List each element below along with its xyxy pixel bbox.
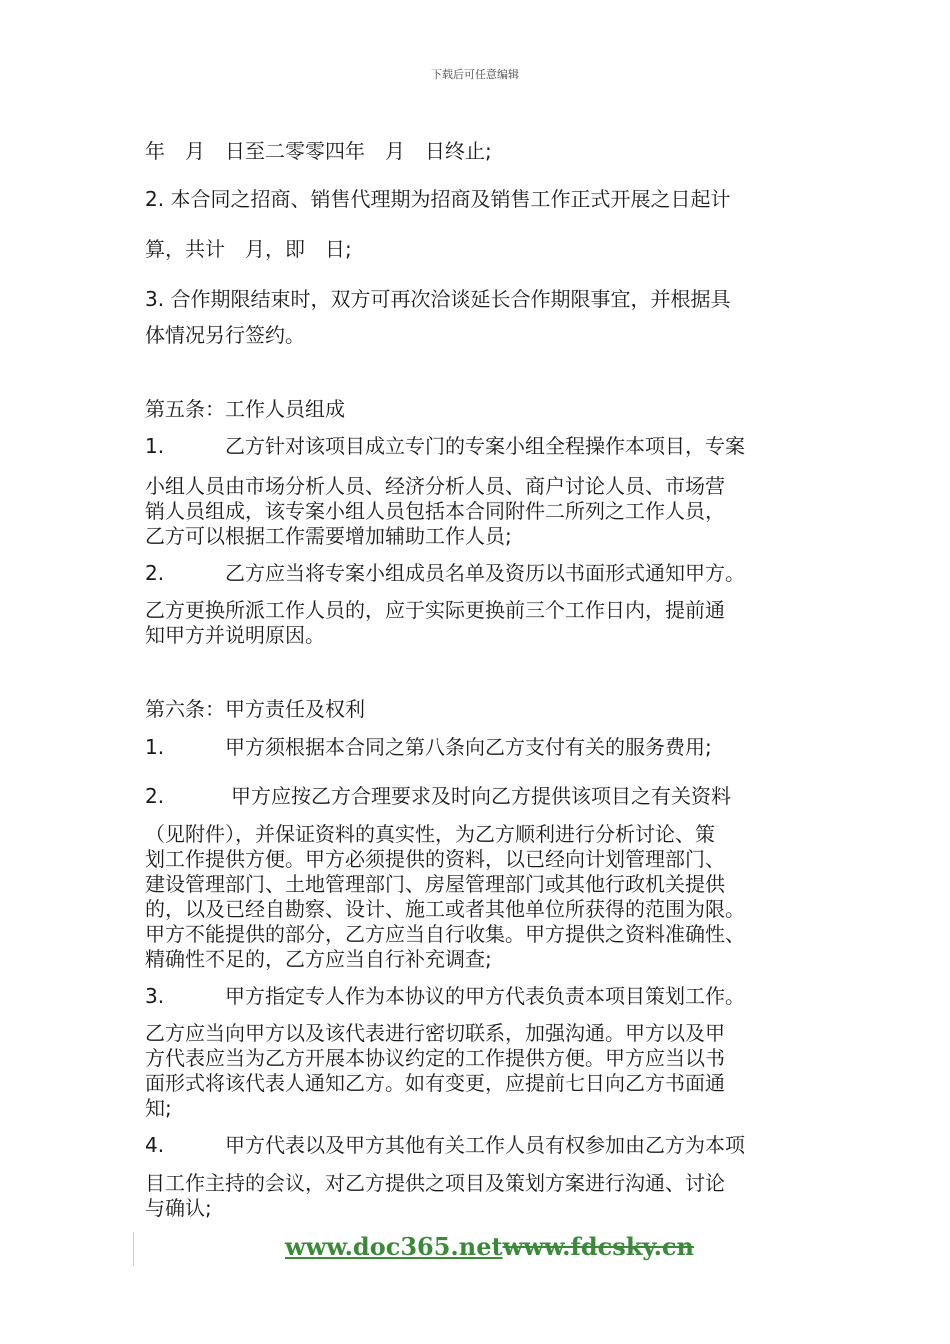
text-line: 知甲方并说明原因。: [145, 623, 325, 647]
text-line: 乙方可以根据工作需要增加辅助工作人员;: [145, 524, 512, 548]
text-line: 建设管理部门、土地管理部门、房屋管理部门或其他行政机关提供: [145, 872, 725, 896]
list-item: [145, 561, 825, 586]
text-line: 划工作提供方便。甲方必须提供的资料，以已经向计划管理部门、: [145, 847, 725, 871]
item-text: 甲方须根据本合同之第八条向乙方支付有关的服务费用;: [225, 735, 712, 759]
text-line: 体情况另行签约。: [145, 323, 305, 347]
list-item: [145, 1133, 825, 1158]
text-line: 目工作主持的会议，对乙方提供之项目及策划方案进行沟通、讨论: [145, 1171, 725, 1195]
text-line: 的，以及已经自勘察、设计、施工或者其他单位所获得的范围为限。: [145, 897, 745, 921]
list-item: [145, 984, 825, 1009]
section-heading-5: 第五条：工作人员组成: [145, 397, 345, 421]
text-line: 小组人员由市场分析人员、经济分析人员、商户讨论人员、市场营: [145, 474, 725, 498]
text-line: 3. 合作期限结束时，双方可再次洽谈延长合作期限事宜，并根据具: [145, 287, 731, 311]
item-number: 3.: [145, 984, 165, 1008]
text-line: 算，共计 月，即 日;: [145, 237, 352, 261]
footer-link-fdcsky[interactable]: www.fdcsky.cn: [502, 1232, 694, 1261]
text-line: 甲方不能提供的部分，乙方应当自行收集。甲方提供之资料准确性、: [145, 922, 745, 946]
item-number: 1.: [145, 434, 165, 458]
text-line: 2. 本合同之招商、销售代理期为招商及销售工作正式开展之日起计: [145, 187, 731, 211]
text-line: 与确认;: [145, 1196, 212, 1220]
page-header-note: 下载后可任意编辑: [431, 68, 519, 81]
item-text: 乙方应当将专案小组成员名单及资历以书面形式通知甲方。: [225, 561, 745, 585]
item-text: 乙方针对该项目成立专门的专案小组全程操作本项目，专案: [225, 434, 745, 458]
text-line: 方代表应当为乙方开展本协议约定的工作提供方便。甲方应当以书: [145, 1046, 725, 1070]
item-text: 甲方指定专人作为本协议的甲方代表负责本项目策划工作。: [225, 984, 745, 1008]
footer-links: [285, 1232, 694, 1261]
section-heading-6: 第六条：甲方责任及权利: [145, 697, 365, 721]
list-item: [145, 784, 825, 809]
text-line: 乙方更换所派工作人员的，应于实际更换前三个工作日内，提前通: [145, 598, 725, 622]
item-text: 甲方应按乙方合理要求及时向乙方提供该项目之有关资料: [231, 784, 731, 808]
item-number: 2.: [145, 561, 165, 585]
item-number: 4.: [145, 1133, 165, 1157]
text-line: （见附件），并保证资料的真实性，为乙方顺利进行分析讨论、策: [145, 822, 715, 846]
text-line: 年 月 日至二零零四年 月 日终止;: [145, 139, 492, 163]
text-line: 乙方应当向甲方以及该代表进行密切联系，加强沟通。甲方以及甲: [145, 1021, 725, 1045]
item-number: 1.: [145, 735, 165, 759]
text-line: 精确性不足的，乙方应当自行补充调查;: [145, 947, 492, 971]
item-number: 2.: [145, 784, 165, 808]
text-line: 销人员组成，该专案小组人员包括本合同附件二所列之工作人员，: [145, 499, 725, 523]
list-item: [145, 735, 825, 760]
item-text: 甲方代表以及甲方其他有关工作人员有权参加由乙方为本项: [225, 1133, 745, 1157]
text-line: 面形式将该代表人通知乙方。如有变更，应提前七日向乙方书面通: [145, 1071, 725, 1095]
text-line: 知;: [145, 1096, 172, 1120]
footer-link-doc365[interactable]: www.doc365.net: [285, 1232, 503, 1261]
list-item: [145, 434, 825, 459]
footer-divider: [133, 1232, 134, 1266]
